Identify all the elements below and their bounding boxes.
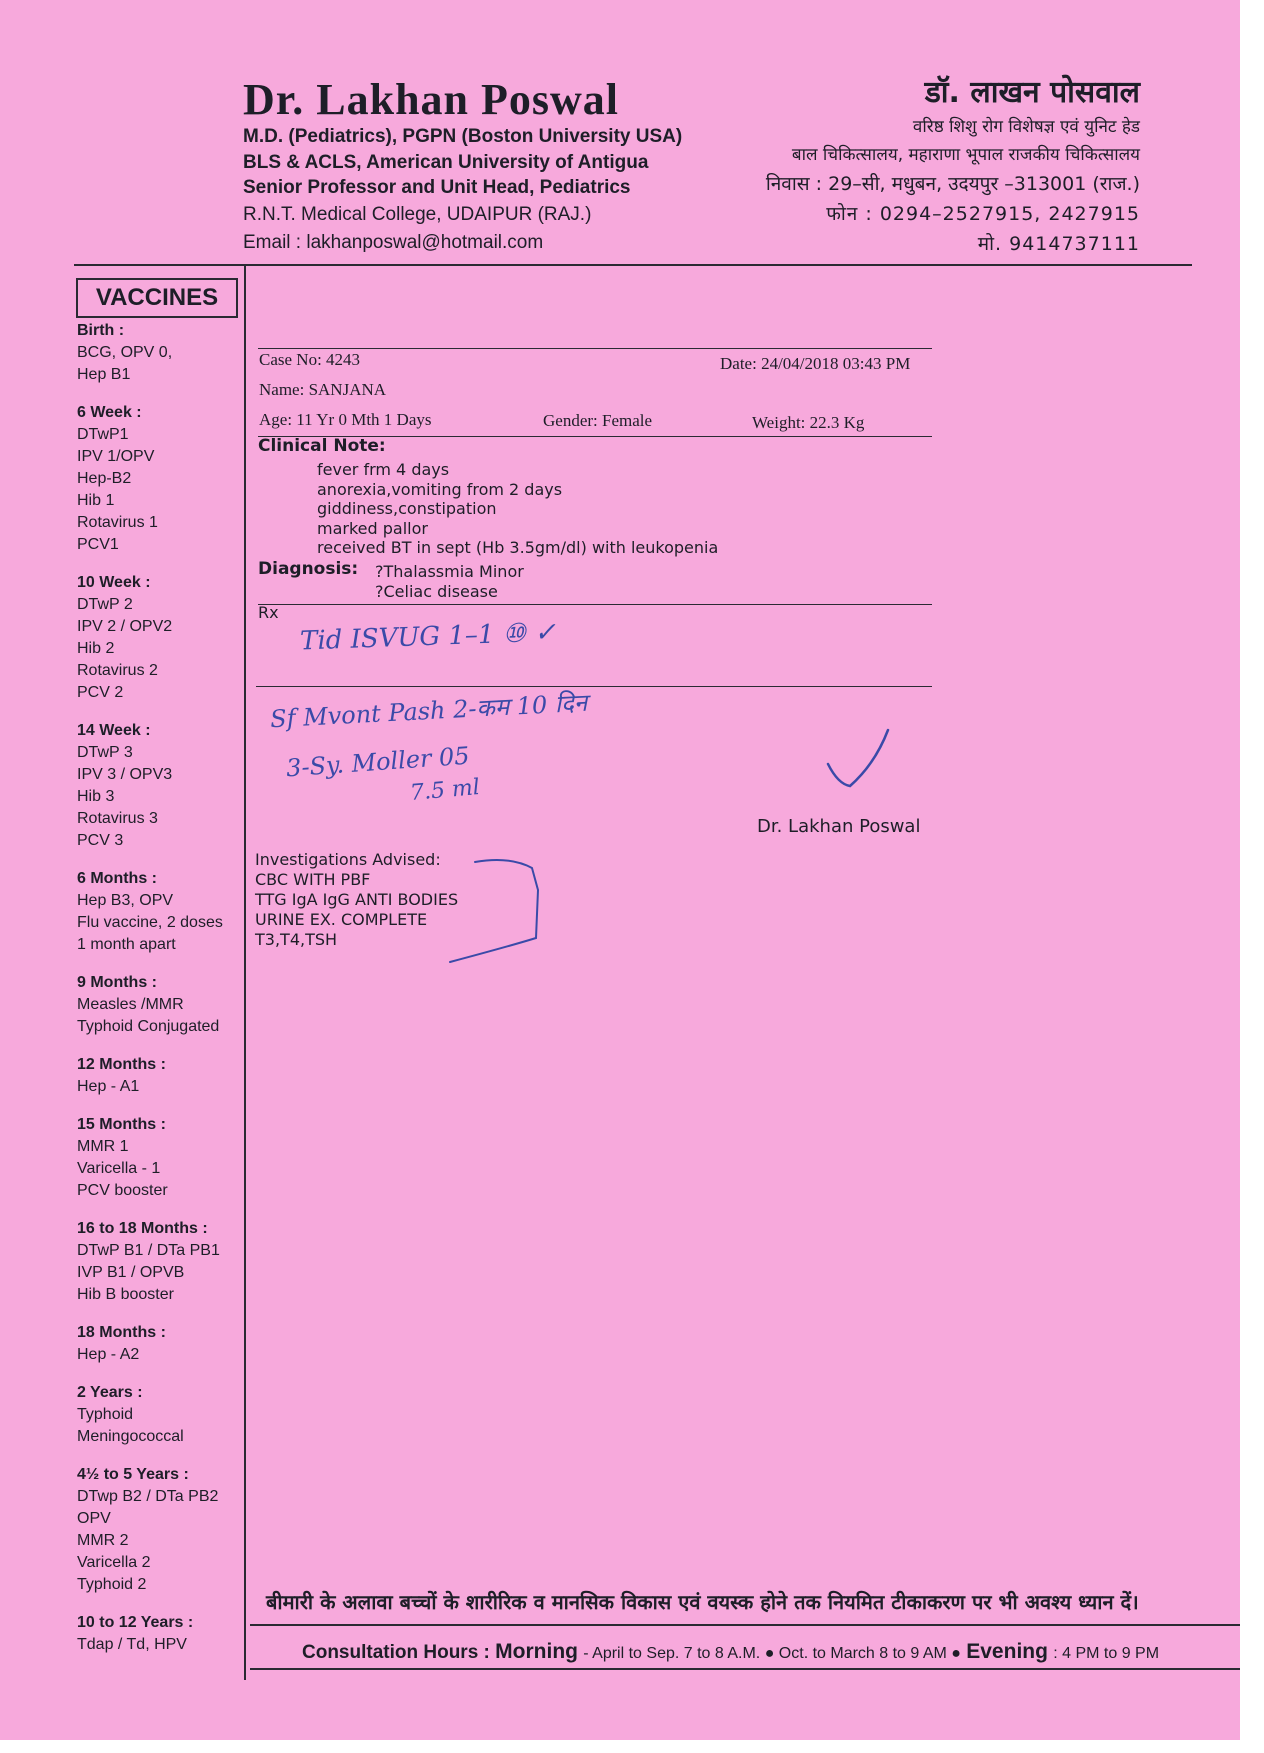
vaccine-group-heading: 4½ to 5 Years : bbox=[77, 1466, 189, 1483]
vaccine-item: Rotavirus 3 bbox=[77, 810, 158, 827]
vaccine-group bbox=[77, 972, 247, 1038]
patient-weight: Weight: 22.3 Kg bbox=[752, 413, 865, 432]
evening-hours: : 4 PM to 9 PM bbox=[1053, 1645, 1160, 1662]
vaccine-schedule bbox=[77, 320, 247, 1672]
vaccine-group bbox=[77, 320, 247, 386]
footer-hindi-note: बीमारी के अलावा बच्चों के शारीरिक व मानसिक विकास एवं वयस्क होने तक नियमित टीकाकरण पर भी अवश्य ध्यान दें। bbox=[266, 1590, 1139, 1614]
vaccine-item: Hep B1 bbox=[77, 366, 131, 383]
consultation-hours bbox=[302, 1640, 1159, 1664]
vaccine-item: IPV 1/OPV bbox=[77, 448, 155, 465]
vaccine-item: Varicella 2 bbox=[77, 1554, 151, 1571]
credential-line: M.D. (Pediatrics), PGPN (Boston University USA) bbox=[243, 126, 683, 147]
vaccine-group-heading: 2 Years : bbox=[77, 1384, 143, 1401]
clinical-note-line: giddiness,constipation bbox=[317, 499, 497, 518]
vaccine-item: DTwP1 bbox=[77, 426, 129, 443]
hindi-line: बाल चिकित्सालय, महाराणा भूपाल राजकीय चिकित्सालय bbox=[791, 145, 1140, 165]
vaccine-group-heading: 16 to 18 Months : bbox=[77, 1220, 208, 1237]
vaccine-group-heading: 10 Week : bbox=[77, 574, 151, 591]
diagnosis-item: ?Thalassmia Minor bbox=[375, 562, 524, 581]
vaccine-group-heading: Birth : bbox=[77, 322, 125, 339]
vaccine-item: Flu vaccine, 2 doses bbox=[77, 914, 223, 931]
bracket-mark-icon bbox=[440, 850, 550, 970]
vaccine-item: Typhoid Conjugated bbox=[77, 1018, 220, 1035]
vaccine-group-heading: 6 Week : bbox=[77, 404, 142, 421]
vaccine-item: IVP B1 / OPVB bbox=[77, 1264, 185, 1281]
signature-name: Dr. Lakhan Poswal bbox=[757, 816, 921, 837]
vaccine-item: DTwP B1 / DTa PB1 bbox=[77, 1242, 220, 1259]
diagnosis-item: ?Celiac disease bbox=[375, 582, 498, 601]
vaccine-item: Measles /MMR bbox=[77, 996, 184, 1013]
vaccine-item: Meningococcal bbox=[77, 1428, 184, 1445]
vaccine-item: Hep - A1 bbox=[77, 1078, 140, 1095]
case-top-rule bbox=[258, 348, 932, 349]
vaccine-item: Hep-B2 bbox=[77, 470, 132, 487]
vaccine-group-heading: 6 Months : bbox=[77, 870, 157, 887]
phone-line: फोन : 0294–2527915, 2427915 bbox=[826, 203, 1140, 225]
college-line: R.N.T. Medical College, UDAIPUR (RAJ.) bbox=[243, 204, 592, 225]
vaccine-item: Rotavirus 2 bbox=[77, 662, 158, 679]
header-divider bbox=[74, 264, 1192, 266]
footer-bottom-rule bbox=[250, 1668, 1240, 1670]
patient-gender: Gender: Female bbox=[543, 411, 653, 430]
vaccine-item: Hib 1 bbox=[77, 492, 115, 509]
patient-name: Name: SANJANA bbox=[259, 380, 387, 399]
vaccine-group bbox=[77, 1054, 247, 1098]
address-line: निवास : 29–सी, मधुबन, उदयपुर –313001 (राज.) bbox=[765, 173, 1140, 195]
vaccine-item: IPV 2 / OPV2 bbox=[77, 618, 173, 635]
investigations-label: Investigations Advised: bbox=[255, 850, 441, 869]
hindi-line: वरिष्ठ शिशु रोग विशेषज्ञ एवं युनिट हेड bbox=[912, 117, 1140, 137]
vaccine-item: Rotavirus 1 bbox=[77, 514, 158, 531]
vaccine-group bbox=[77, 402, 247, 556]
clinical-note-line: fever frm 4 days bbox=[317, 460, 450, 479]
investigation-item: TTG IgA IgG ANTI BODIES bbox=[255, 890, 459, 909]
vaccine-group-heading: 15 Months : bbox=[77, 1116, 166, 1133]
doctor-name: Dr. Lakhan Poswal bbox=[243, 75, 620, 124]
morning-hours: - April to Sep. 7 to 8 A.M. ● Oct. to March 8 to 9 AM ● bbox=[583, 1645, 961, 1662]
diagnosis-list bbox=[375, 562, 524, 602]
credential-line: Senior Professor and Unit Head, Pediatrics bbox=[243, 177, 631, 198]
vaccine-item: Hep - A2 bbox=[77, 1346, 140, 1363]
vaccine-group-heading: 12 Months : bbox=[77, 1056, 166, 1073]
vaccine-group-heading: 10 to 12 Years : bbox=[77, 1614, 194, 1631]
vaccine-item: Varicella - 1 bbox=[77, 1160, 161, 1177]
patient-age: Age: 11 Yr 0 Mth 1 Days bbox=[259, 410, 432, 429]
vaccine-item: PCV 3 bbox=[77, 832, 124, 849]
vaccine-group bbox=[77, 1218, 247, 1306]
case-number: Case No: 4243 bbox=[259, 350, 361, 369]
handwritten-rx-line: 3-Sy. Moller 05 bbox=[285, 741, 471, 783]
vaccine-item: BCG, OPV 0, bbox=[77, 344, 173, 361]
vaccine-item: DTwP 2 bbox=[77, 596, 133, 613]
vaccine-group bbox=[77, 572, 247, 704]
clinical-note-line: anorexia,vomiting from 2 days bbox=[317, 479, 563, 499]
investigation-item: CBC WITH PBF bbox=[255, 870, 371, 889]
vaccine-item: IPV 3 / OPV3 bbox=[77, 766, 173, 783]
vaccine-item: PCV booster bbox=[77, 1182, 168, 1199]
consult-label: Consultation Hours : bbox=[302, 1642, 490, 1663]
vaccine-item: Tdap / Td, HPV bbox=[77, 1636, 187, 1653]
clinical-note-label: Clinical Note: bbox=[258, 436, 386, 456]
vaccine-item: Typhoid 2 bbox=[77, 1576, 147, 1593]
check-mark-icon bbox=[820, 724, 900, 794]
vaccine-item: Hib 3 bbox=[77, 788, 115, 805]
handwritten-rx-line: Sf Mvont Pash 2-कम 10 दिन bbox=[269, 688, 588, 734]
vaccine-group-heading: 9 Months : bbox=[77, 974, 157, 991]
vaccine-group bbox=[77, 1612, 247, 1656]
vaccine-group bbox=[77, 1114, 247, 1202]
clinical-notes bbox=[317, 460, 718, 558]
vaccine-group bbox=[77, 1322, 247, 1366]
investigation-item: URINE EX. COMPLETE bbox=[255, 910, 428, 929]
vaccine-item: Hib B booster bbox=[77, 1286, 174, 1303]
evening-label: Evening bbox=[966, 1640, 1048, 1663]
clinical-note-line: marked pallor bbox=[317, 518, 428, 538]
vaccine-group bbox=[77, 1382, 247, 1448]
investigations-block bbox=[255, 850, 458, 950]
doctor-name-hindi: डॉ. लाखन पोसवाल bbox=[924, 75, 1140, 110]
investigation-item: T3,T4,TSH bbox=[255, 930, 338, 949]
diagnosis-label: Diagnosis: bbox=[258, 559, 359, 579]
vaccine-group bbox=[77, 1464, 247, 1596]
vaccine-group bbox=[77, 720, 247, 852]
case-date: Date: 24/04/2018 03:43 PM bbox=[720, 354, 911, 373]
vaccine-item: DTwp B2 / DTa PB2 bbox=[77, 1488, 219, 1505]
vaccines-title: VACCINES bbox=[76, 278, 238, 318]
handwritten-rx-line: 7.5 ml bbox=[409, 775, 481, 806]
vaccine-item: PCV 2 bbox=[77, 684, 124, 701]
vaccine-item: 1 month apart bbox=[77, 936, 176, 953]
mobile-line: मो. 9414737111 bbox=[977, 233, 1140, 255]
vaccine-group-heading: 14 Week : bbox=[77, 722, 151, 739]
vaccine-group bbox=[77, 868, 247, 956]
footer-divider bbox=[250, 1624, 1240, 1626]
rx-label: Rx bbox=[258, 603, 279, 622]
vaccine-item: MMR 1 bbox=[77, 1138, 129, 1155]
vaccine-item: PCV1 bbox=[77, 536, 119, 553]
credential-line: BLS & ACLS, American University of Antigua bbox=[243, 152, 649, 173]
vaccine-item: DTwP 3 bbox=[77, 744, 133, 761]
rx-top-rule bbox=[258, 604, 932, 605]
email-line: Email : lakhanposwal@hotmail.com bbox=[243, 232, 544, 253]
vaccine-item: Hib 2 bbox=[77, 640, 115, 657]
vaccine-item: OPV bbox=[77, 1510, 111, 1527]
vaccine-item: Hep B3, OPV bbox=[77, 892, 174, 909]
morning-label: Morning bbox=[495, 1640, 578, 1663]
vaccine-group-heading: 18 Months : bbox=[77, 1324, 166, 1341]
handwritten-rx-line: Tid ISVUG 1–1 ⑩ ✓ bbox=[299, 617, 557, 657]
clinical-note-line: received BT in sept (Hb 3.5gm/dl) with leukopenia bbox=[317, 538, 719, 557]
vaccine-item: MMR 2 bbox=[77, 1532, 129, 1549]
vaccine-item: Typhoid bbox=[77, 1406, 134, 1423]
rx-divider bbox=[256, 686, 932, 687]
